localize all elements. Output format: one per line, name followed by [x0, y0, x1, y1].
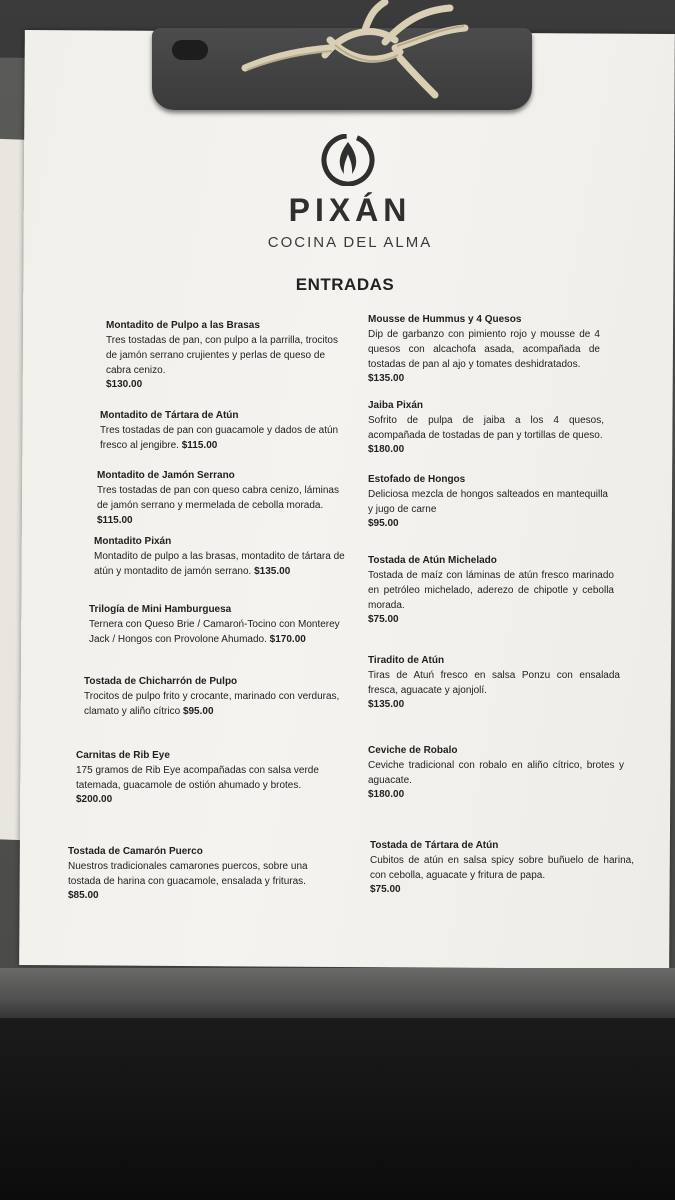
item-name: Tiradito de Atún — [368, 655, 445, 666]
item-name: Tostada de Camarón Puerco — [68, 846, 203, 857]
item-price: $130.00 — [106, 379, 143, 390]
item-name: Tostada de Tártara de Atún — [370, 840, 499, 851]
item-description: Ceviche tradicional con robalo en aliño cítrico, brotes y aguacate. — [368, 760, 624, 786]
clip-hole — [172, 40, 208, 60]
item-price: $135.00 — [368, 373, 405, 384]
menu-item — [368, 745, 624, 800]
item-description: Tres tostadas de pan, con pulpo a la parrilla, trocitos de jamón serrano crujientes y perlas de queso de cabra cenizo. — [106, 335, 338, 376]
menu-item — [68, 846, 338, 901]
item-price: $95.00 — [182, 706, 214, 717]
clipboard-bottom-edge — [0, 968, 675, 1020]
item-name: Tostada de Chicharrón de Pulpo — [84, 676, 238, 687]
item-name: Jaiba Pixán — [368, 400, 424, 411]
item-description: Dip de garbanzo con pimiento rojo y mousse de 4 quesos con alcachofa asada, acompañada de tostadas de pan al ajo y tomates deshidratados. — [368, 329, 600, 370]
menu-item — [76, 750, 338, 805]
menu-item — [368, 400, 604, 455]
item-description: Montadito de pulpo a las brasas, montadito de tártara de atún y montadito de jamón serrano. $135.00 — [94, 551, 345, 577]
item-description: Cubitos de atún en salsa spicy sobre buñuelo de harina, con cebolla, aguacate y fritura de papa. — [370, 855, 634, 881]
menu-item — [368, 555, 614, 625]
item-price: $115.00 — [181, 440, 218, 451]
menu-item — [89, 604, 349, 647]
item-price: $180.00 — [368, 444, 405, 455]
menu-item — [100, 410, 358, 453]
item-name: Montadito de Tártara de Atún — [100, 410, 239, 421]
menu-item — [84, 676, 350, 719]
item-price: $135.00 — [254, 566, 291, 577]
item-name: Ceviche de Robalo — [368, 745, 458, 756]
dark-floor — [0, 1018, 675, 1200]
rope-knot-icon — [235, 0, 475, 100]
item-name: Carnitas de Rib Eye — [76, 750, 170, 761]
item-description: Sofrito de pulpa de jaiba a los 4 quesos, acompañada de tostadas de pan y tortillas de queso. — [368, 415, 604, 441]
item-description: Tiras de Atuń fresco en salsa Ponzu con ensalada fresca, aguacate y ajonjolí. — [368, 670, 620, 696]
pixan-logo-icon — [313, 134, 383, 186]
menu-item — [370, 840, 634, 895]
item-description: Nuestros tradicionales camarones puercos, sobre una tostada de harina con guacamole, ensalada y frituras. — [68, 861, 308, 887]
menu-item — [94, 536, 356, 579]
item-description: Tostada de maíz con láminas de atún fresco marinado en petróleo michelado, aderezo de chipotle y cebolla morada. — [368, 570, 614, 611]
item-description: Tres tostadas de pan con guacamole y dados de atún fresco al jengibre. $115.00 — [100, 425, 339, 451]
item-description: Deliciosa mezcla de hongos salteados en mantequilla y jugo de carne — [368, 489, 608, 515]
item-price: $135.00 — [368, 699, 405, 710]
item-name: Mousse de Hummus y 4 Quesos — [368, 314, 522, 325]
restaurant-tagline: COCINA DEL ALMA — [267, 234, 433, 251]
menu-item — [368, 474, 608, 529]
item-price: $200.00 — [76, 794, 113, 805]
item-price: $75.00 — [370, 884, 401, 895]
item-name: Montadito Pixán — [94, 536, 172, 547]
item-price: $85.00 — [68, 890, 99, 901]
item-name: Montadito de Jamón Serrano — [97, 470, 235, 481]
menu-item — [97, 470, 352, 528]
item-description: Tres tostadas de pan con queso cabra cenizo, láminas de jamón serrano y mermelada de cebolla morada. $115.00 — [97, 485, 339, 526]
item-name: Estofado de Hongos — [368, 474, 466, 485]
item-name: Montadito de Pulpo a las Brasas — [106, 320, 260, 331]
item-description: Trocitos de pulpo frito y crocante, marinado con verduras, clamato y aliño cítrico $95.00 — [84, 691, 340, 717]
item-price: $95.00 — [368, 518, 399, 529]
item-price: $115.00 — [97, 515, 133, 526]
item-price: $170.00 — [269, 634, 306, 645]
item-name: Trilogía de Mini Hamburguesa — [89, 604, 232, 615]
menu-item — [368, 655, 620, 710]
section-title: ENTRADAS — [295, 275, 395, 294]
item-price: $75.00 — [368, 614, 399, 625]
item-description: 175 gramos de Rib Eye acompañadas con salsa verde tatemada, guacamole de ostión ahumado y brotes. — [76, 765, 319, 791]
menu-item — [106, 320, 346, 390]
restaurant-name: PIXÁN — [288, 192, 412, 228]
menu-item — [368, 314, 600, 384]
item-description: Ternera con Queso Brie / Camaroń-Tocino con Monterey Jack / Hongos con Provolone Ahumado. $170.00 — [89, 619, 340, 645]
item-name: Tostada de Atún Michelado — [368, 555, 497, 566]
item-price: $180.00 — [368, 789, 405, 800]
